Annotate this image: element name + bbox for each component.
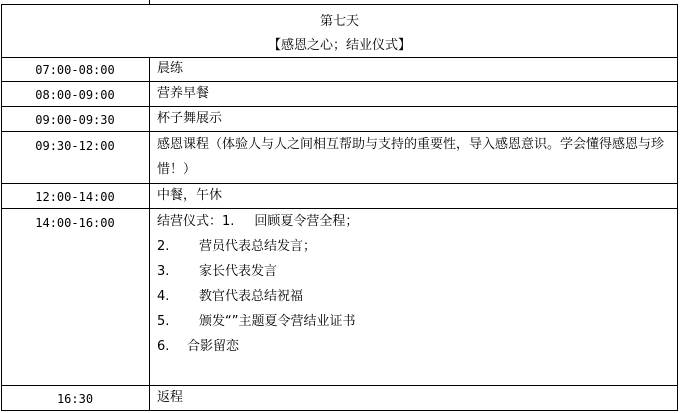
column-divider-stub: [149, 0, 150, 4]
list-item: 3. 家长代表发言: [157, 264, 278, 279]
day-theme: 【感恩之心；结业仪式】: [267, 38, 411, 53]
list-item: 4. 教官代表总结祝福: [157, 289, 304, 304]
time-cell: 16:30: [56, 392, 94, 406]
table-border-top: [1, 4, 678, 5]
row-divider: [1, 183, 678, 184]
activity-cell: 中餐，午休: [157, 188, 223, 203]
table-border-right: [677, 4, 678, 411]
activity-cell: 营养早餐: [157, 86, 210, 101]
list-item: 5. 颁发“”主题夏令营结业证书: [157, 314, 356, 329]
activity-cell: 感恩课程（体验人与人之间相互帮助与支持的重要性，导入感恩意识。学会懂得感恩与珍惜！）: [157, 137, 665, 177]
time-cell: 09:30-12:00: [35, 139, 115, 153]
time-cell: 07:00-08:00: [35, 63, 115, 77]
list-item: 6. 合影留恋: [157, 339, 240, 354]
time-cell: 12:00-14:00: [35, 190, 115, 204]
time-cell: 14:00-16:00: [35, 216, 115, 230]
table-border-bottom: [1, 410, 678, 411]
activity-cell: 晨练: [157, 61, 184, 76]
activity-cell: 杯子舞展示: [157, 111, 223, 126]
row-divider: [1, 57, 678, 58]
ceremony-first-item: 回顾夏令营全程；: [254, 214, 359, 229]
ceremony-line: [157, 213, 675, 231]
ceremony-label: 结营仪式：1.: [157, 214, 235, 229]
time-cell: 09:00-09:30: [35, 113, 115, 127]
row-divider: [1, 208, 678, 209]
time-cell: 08:00-09:00: [35, 88, 115, 102]
activity-cell: 返程: [157, 390, 184, 405]
row-divider: [1, 81, 678, 82]
day-title: 第七天: [319, 14, 359, 29]
column-divider: [149, 57, 150, 411]
list-item: 2. 营员代表总结发言；: [157, 239, 317, 254]
row-divider: [1, 385, 678, 386]
row-divider: [1, 106, 678, 107]
